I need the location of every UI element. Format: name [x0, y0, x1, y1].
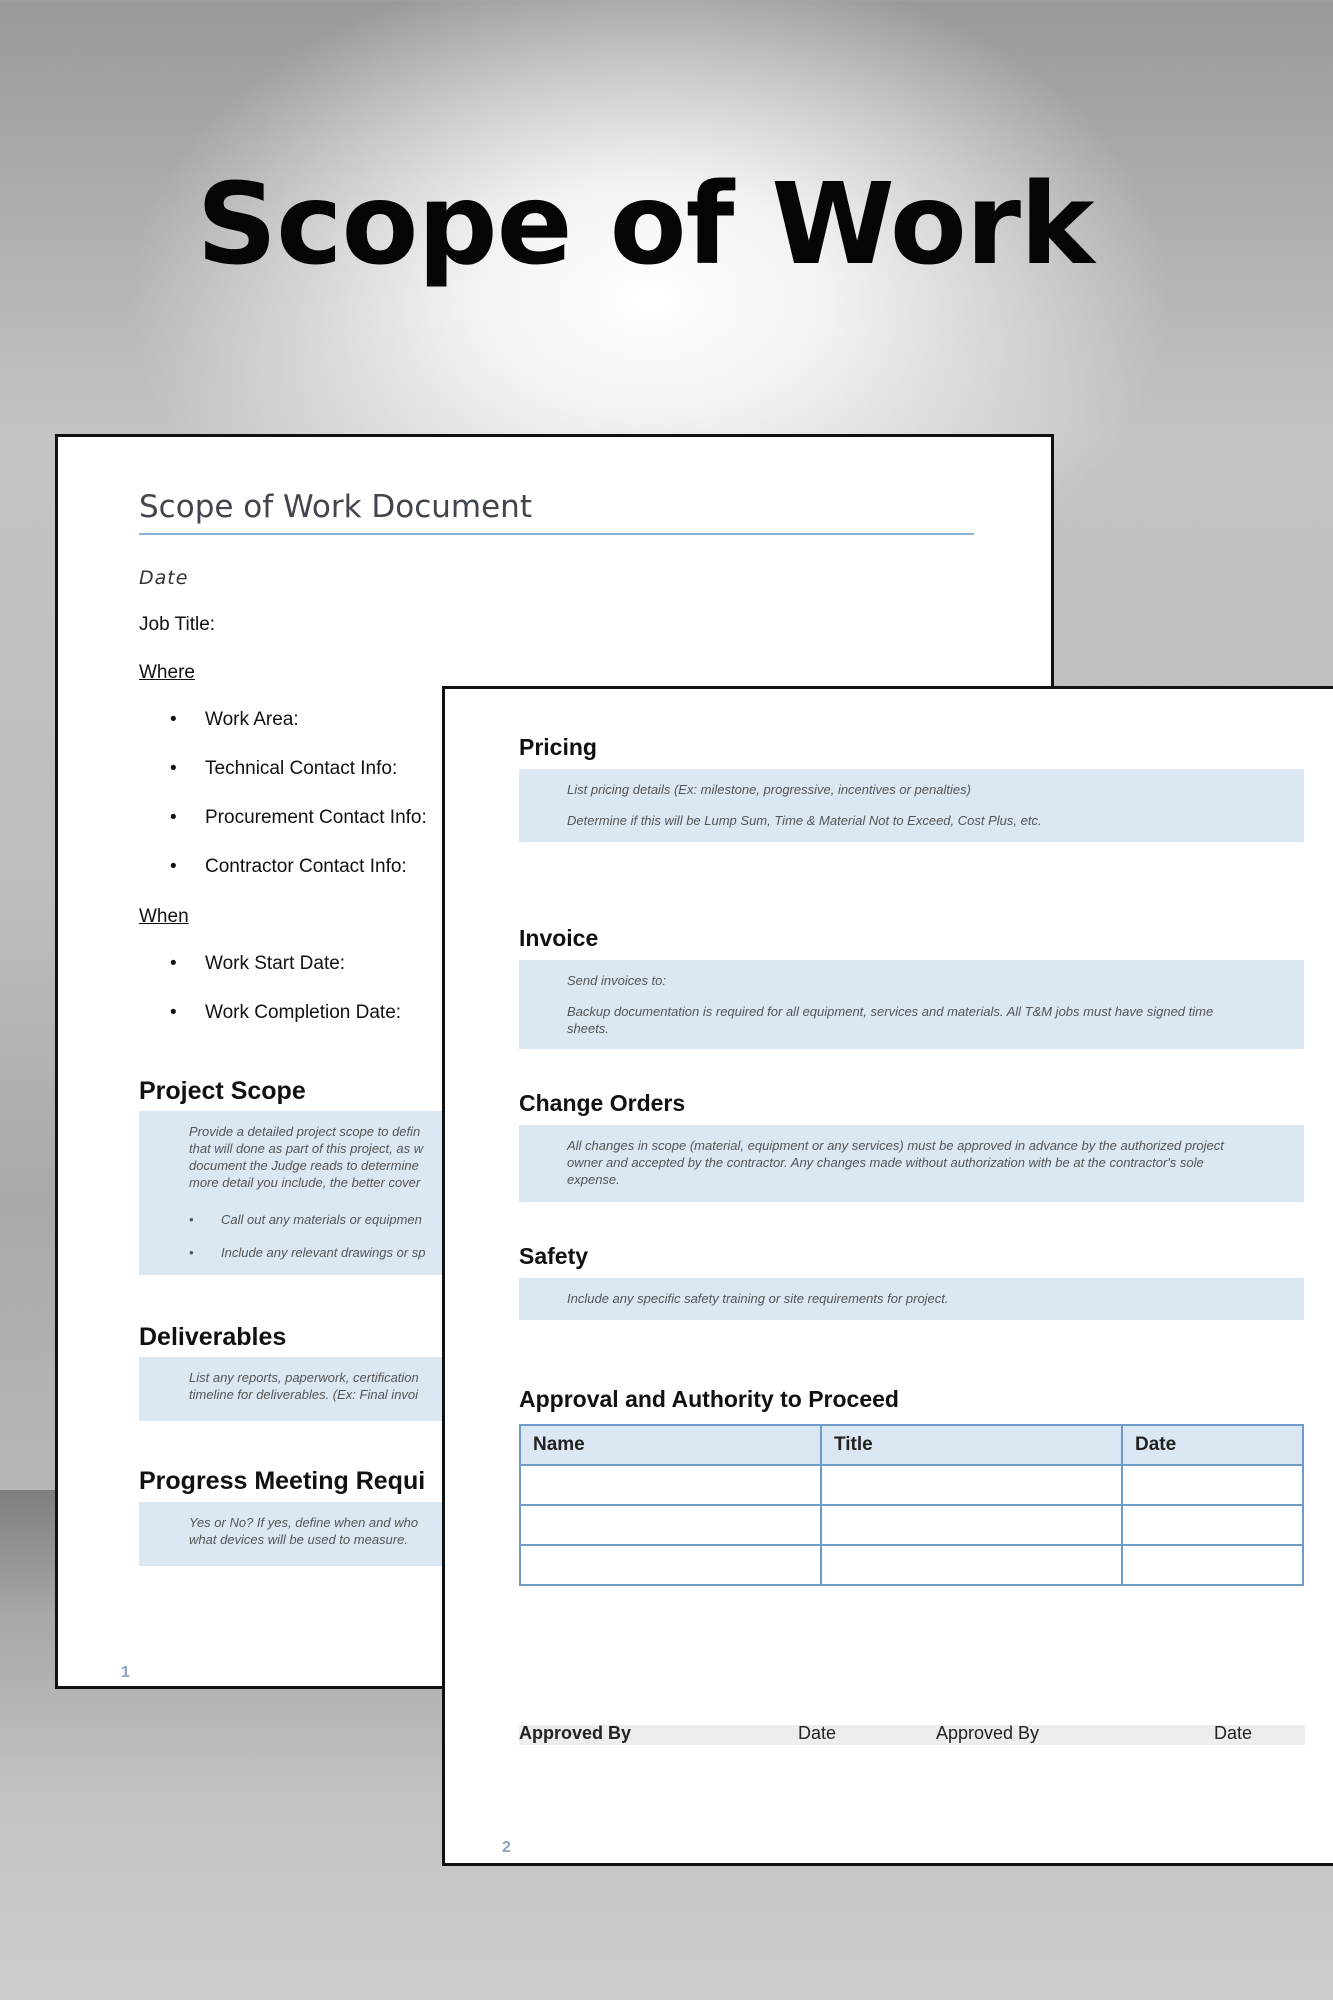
change-orders-box [519, 1125, 1304, 1202]
table-cell[interactable] [520, 1505, 821, 1545]
project-scope-line: Provide a detailed project scope to defin [189, 1124, 421, 1139]
project-scope-line: more detail you include, the better cover [189, 1175, 421, 1190]
project-scope-line: document the Judge reads to determine [189, 1158, 419, 1173]
change-orders-line: All changes in scope (material, equipment or any services) must be approved in advance by the authorized project [567, 1138, 1224, 1153]
change-orders-heading: Change Orders [519, 1090, 686, 1116]
document-title: Scope of Work Document [139, 489, 974, 535]
table-cell[interactable] [1122, 1465, 1303, 1505]
project-scope-box [139, 1111, 469, 1275]
invoice-heading: Invoice [519, 925, 599, 951]
deliverables-heading: Deliverables [139, 1323, 287, 1351]
document-page-2 [442, 686, 1333, 1866]
safety-heading: Safety [519, 1243, 589, 1269]
change-orders-line: expense. [567, 1172, 620, 1187]
table-header-row [520, 1425, 1303, 1465]
bullet-dot: • [189, 1212, 194, 1227]
pricing-box [519, 769, 1304, 842]
project-scope-bullet: Include any relevant drawings or sp [221, 1245, 426, 1260]
approval-table [519, 1424, 1304, 1586]
where-heading: Where [139, 662, 195, 683]
table-row [520, 1545, 1303, 1585]
table-cell[interactable] [821, 1465, 1122, 1505]
project-scope-heading: Project Scope [139, 1077, 306, 1105]
document-page-1: Scope of Work Document Date Job Title: Where Work Area: Technical Contact Info: Procurement Contact Info: Contractor Contact Info: When Work Start Date: Work Completion Date: Project Scope Provide a detailed project scope to defin that will done as part of this project, as w document the Judge reads to determine more detail you include, the better cover • Call out any materials or equipmen • Include any relevant drawings or sp Deliverables List any reports, paperwork, certification timeline for deliverables. (Ex: Final invoi Progress Meeting Requi Yes or No? If yes, define when and who what devices will be used to measure. 1 [55, 434, 1054, 1689]
pricing-heading: Pricing [519, 734, 597, 760]
progress-line: what devices will be used to measure. [189, 1532, 408, 1547]
column-header-name: Name [520, 1425, 821, 1465]
column-header-title: Title [821, 1425, 1122, 1465]
table-row [520, 1465, 1303, 1505]
table-cell[interactable] [821, 1505, 1122, 1545]
progress-line: Yes or No? If yes, define when and who [189, 1515, 419, 1530]
safety-box [519, 1278, 1304, 1320]
date-label-1: Date [798, 1723, 837, 1743]
project-scope-bullet: Call out any materials or equipmen [221, 1212, 422, 1227]
pricing-line: Determine if this will be Lump Sum, Time & Material Not to Exceed, Cost Plus, etc. [567, 813, 1042, 828]
job-title-label: Job Title: [139, 614, 216, 635]
progress-meeting-box [139, 1502, 469, 1566]
approved-by-label-2: Approved By [936, 1723, 1040, 1743]
invoice-line: Send invoices to: [567, 973, 667, 988]
approval-heading: Approval and Authority to Proceed [519, 1386, 899, 1412]
hero-title: Scope of Work [196, 160, 1094, 290]
deliverables-line: timeline for deliverables. (Ex: Final invoi [189, 1387, 419, 1402]
page-number: 1 [121, 1664, 130, 1681]
column-header-date: Date [1122, 1425, 1303, 1465]
invoice-box [519, 960, 1304, 1049]
signature-line [519, 1725, 1305, 1745]
table-cell[interactable] [520, 1465, 821, 1505]
approved-by-label-1: Approved By [519, 1723, 632, 1743]
table-cell[interactable] [821, 1545, 1122, 1585]
change-orders-line: owner and accepted by the contractor. Any changes made without authorization with be at the contractor's sole [567, 1155, 1204, 1170]
pricing-line: List pricing details (Ex: milestone, progressive, incentives or penalties) [567, 782, 971, 797]
table-cell[interactable] [1122, 1545, 1303, 1585]
project-scope-line: that will done as part of this project, as w [189, 1141, 424, 1156]
bullet-dot: • [189, 1245, 194, 1260]
table-cell[interactable] [1122, 1505, 1303, 1545]
invoice-line: Backup documentation is required for all equipment, services and materials. All T&M jobs must have signed time [567, 1004, 1214, 1019]
progress-meeting-heading: Progress Meeting Requi [139, 1467, 426, 1495]
date-label: Date [139, 567, 189, 589]
table-cell[interactable] [520, 1545, 821, 1585]
table-row [520, 1505, 1303, 1545]
when-heading: When [139, 906, 189, 927]
invoice-line: sheets. [567, 1021, 609, 1036]
page-number: 2 [502, 1839, 511, 1856]
safety-line: Include any specific safety training or site requirements for project. [567, 1291, 949, 1306]
deliverables-line: List any reports, paperwork, certification [189, 1370, 419, 1385]
deliverables-box [139, 1357, 469, 1421]
date-label-2: Date [1214, 1723, 1253, 1743]
